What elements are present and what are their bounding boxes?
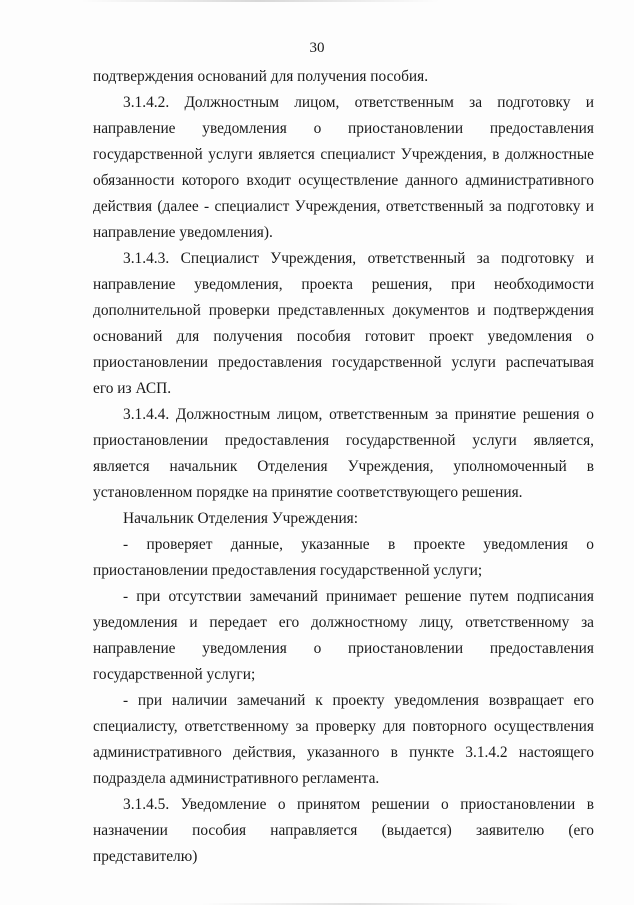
document-body: [93, 64, 594, 870]
list-item-no-remarks: - при отсутствии замечаний принимает решение путем подписания уведомления и передает его должностному лицу, ответственному за направление уведомления о приостановлении предоставления государственной услуги;: [93, 588, 594, 683]
paragraph-head-of-department: Начальник Отделения Учреждения:: [123, 510, 359, 527]
paragraph-3-1-4-5: 3.1.4.5. Уведомление о принятом решении о приостановлении в назначении пособия направляется (выдается) заявителю (его представителю): [93, 796, 594, 865]
paragraph-3-1-4-3: 3.1.4.3. Специалист Учреждения, ответственный за подготовку и направление уведомления, проекта решения, при необходимости дополнительной проверки представленных документов и подтверждения оснований для получения пособия готовит проект уведомления о приостановлении предоставления государственной услуги распечатывая его из АСП.: [93, 250, 594, 397]
list-item-with-remarks: - при наличии замечаний к проекту уведомления возвращает его специалисту, ответственному за проверку для повторного осуществления административного действия, указанного в пункте 3.1.4.2 настоящего подраздела административного регламента.: [93, 692, 594, 787]
paragraph-3-1-4-2: 3.1.4.2. Должностным лицом, ответственным за подготовку и направление уведомления о приостановлении предоставления государственной услуги является специалист Учреждения, в должностные обязанности которого входит осуществление данного административного действия (далее - специалист Учреждения, ответственный за подготовку и направление уведомления).: [93, 94, 594, 241]
list-item-checks-data: - проверяет данные, указанные в проекте уведомления о приостановлении предоставления государственной услуги;: [93, 536, 594, 579]
scan-edge-top: [80, 0, 440, 2]
paragraph-3-1-4-4: 3.1.4.4. Должностным лицом, ответственным за принятие решения о приостановлении предоставления государственной услуги является, является начальник Отделения Учреждения, уполномоченный в установленном порядке на принятие соответствующего решения.: [93, 406, 594, 501]
page-number: 30: [309, 40, 325, 56]
paragraph-continuation: подтверждения оснований для получения пособия.: [93, 68, 429, 85]
